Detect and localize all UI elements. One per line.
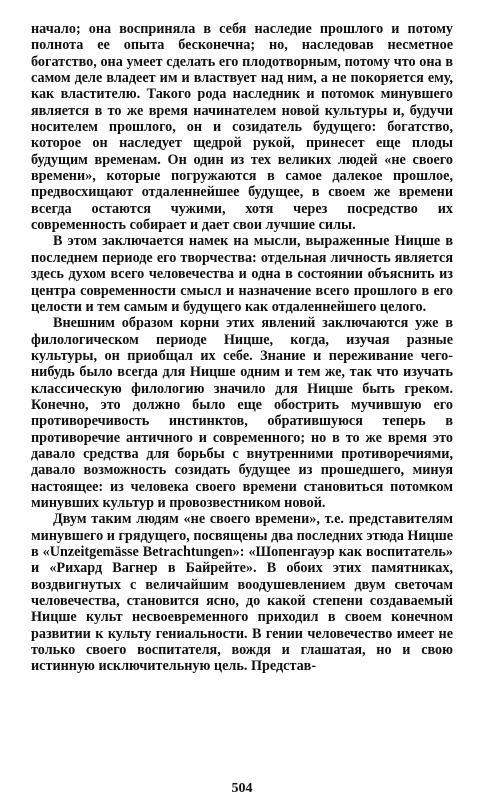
document-page <box>31 21 454 796</box>
paragraph-3: Внешним образом корни этих явлений заключаются уже в филологическом периоде Ницше, когда, изучая разные культуры, он приобщал их себе. Знание и переживание чего-нибудь было всегда для Ницше одним и тем же, так что изучать классическую филологию значило для Ницше быть греком. Конечно, это должно было еще обострить мучившую его противоречивость инстинктов, обратившуюся теперь в противоречие античного и современного; но в то же время это давало средства для борьбы с внутренними противоречиями, давало возможность созидать будущее из прошедшего, минуя настоящее: из человека своего времени становиться потомком минувших культур и провозвестником новой. <box>31 315 453 511</box>
paragraph-1: начало; она восприняла в себя наследие прошлого и потому полнота ее опыта бесконечна; но, наследовав несметное богатство, она умеет сделать его плодотворным, потому что она в самом деле владеет им и властвует над ним, а не покоряется ему, как властителю. Такого рода наследник и потомок минувшего является в то же время начинателем новой культуры и, будучи носителем прошлого, он и созидатель будущего: богатство, которое он наследует щедрой рукой, принесет еще плоды будущим временам. Он один из тех великих людей «не своего времени», которые погружаются в самое далекое прошлое, предвосхищают отдаленнейшее будущее, в своем же времени всегда остаются чужими, хотя через посредство их современность собирает и дает свои лучшие силы. <box>31 21 453 234</box>
paragraph-2: В этом заключается намек на мысли, выраженные Ницше в последнем периоде его творчества: отдельная личность является здесь духом всего человечества и одна в состоянии объяснить из центра современности смысл и назначение всего прошлого в его целости и тем самым и будущего как отдаленнейшего целого. <box>31 233 453 315</box>
paragraph-4: Двум таким людям «не своего времени», т.е. представителям минувшего и грядущего, посвящены два последних этюда Ницше в «Unzeitgemässe Betrachtungen»: «Шопенгауэр как воспитатель» и «Рихард Вагнер в Байрейте». В обоих этих памятниках, воздвигнутых с величайшим воодушевлением двум светочам человечества, становится ясно, до какой степени создаваемый Ницше культ несвоевременного приходил в своем конечном развитии к культу гениальности. В гении человечество имеет не только своего воспитателя, вождя и глашатая, но и свою истинную исключительную цель. Представ- <box>31 511 454 675</box>
page-number: 504 <box>231 781 253 796</box>
